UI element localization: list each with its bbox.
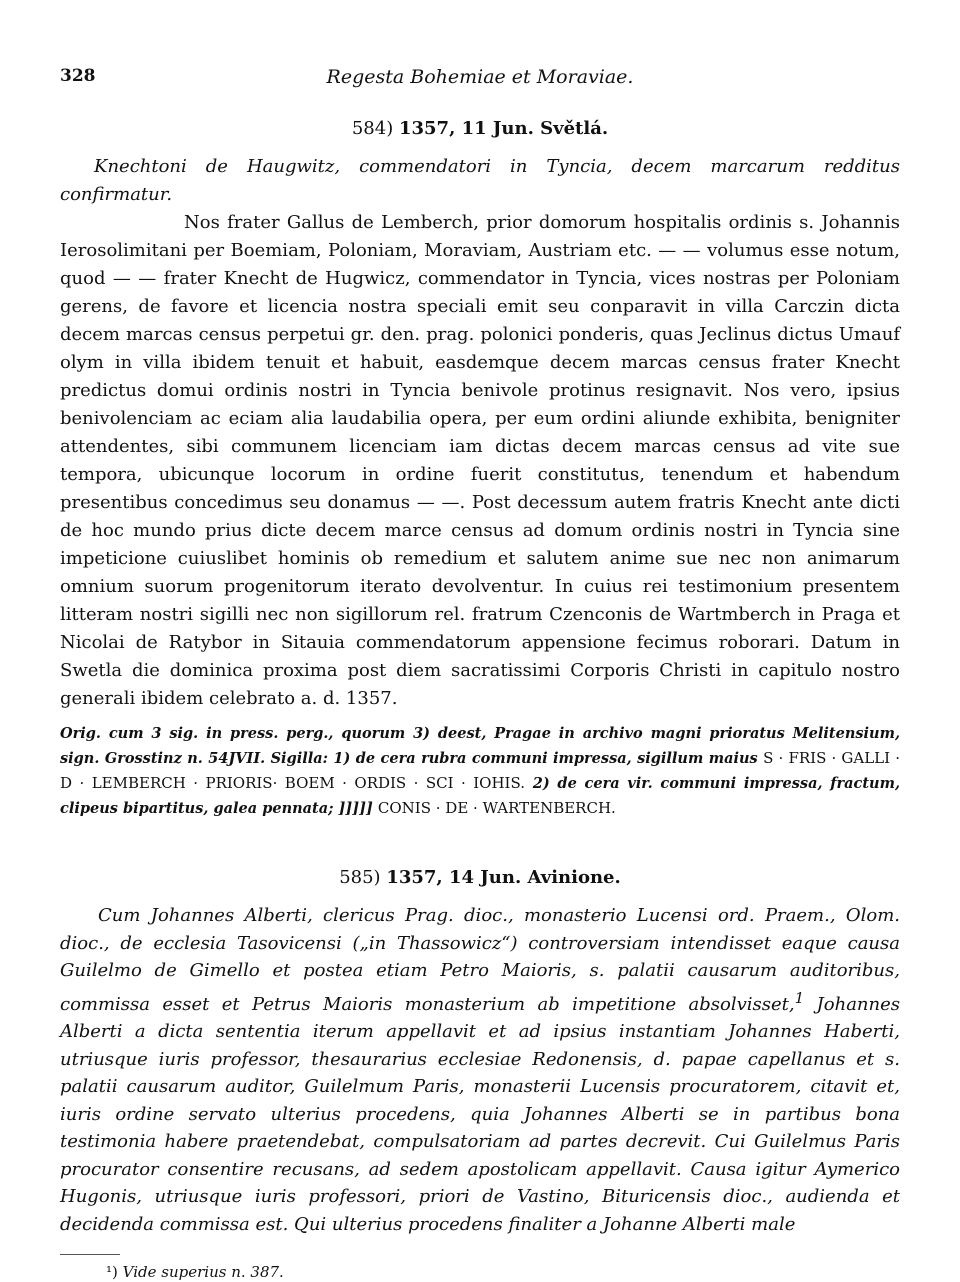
note-part-2: 2) de cera vir. communi impressa, fractum, clipeus bipartitus, galea pennata; ]]]]] [60, 775, 900, 817]
seal-legend-2: CONIS · DE · WARTENBERCH. [377, 799, 616, 817]
summary-part-2: Johannes Alberti a dicta sententia iterum appellavit et ad ipsius instantiam Johannes Haberti, utriusque iuris professor, thesaurarius ecclesiae Redonensis, d. papae capellanus et s. palatii causarum auditor, Guilelmum Paris, monasterii Lucensis procuratorem, citavit et, iuris ordine servato ulterius procedens, quia Johannes Alberti se in partibus bona testimonia habere praetendebat, compulsatoriam ad partes decrevit. Cui Guilelmus Paris procurator consentire recusans, ad sedem apostolicam appellavit. Causa igitur Aymerico Hugonis, utriusque iuris professori, priori de Vastino, Bituricensis dioc., audienda et decidenda commissa est. Qui ulterius procedens finaliter a Johanne Alberti male [60, 993, 900, 1235]
summary-part-1: Cum Johannes Alberti, clericus Prag. dioc., monasterio Lucensi ord. Praem., Olom. dioc., de ecclesia Tasovicensi („in Thassowicz“) controversiam intendisset eaque causa Guilelmo de Gimello et postea etiam Petro Maioris, s. palatii causarum auditoribus, commissa esset et Petrus Maioris monasterium ab impetitione absolvisset, [60, 905, 900, 1015]
entry-number: 584) [351, 118, 394, 139]
page-header [60, 66, 900, 96]
footnote-divider [60, 1254, 120, 1255]
entry-585-summary [60, 902, 900, 1238]
entry-584-heading [60, 118, 900, 139]
footnote [106, 1263, 900, 1281]
footnote-marker: ¹) [106, 1263, 118, 1281]
footnote-text: Vide superius n. 387. [122, 1263, 284, 1281]
entry-584-summary: Knechtoni de Haugwitz, commendatori in Tyncia, decem marcarum redditus confirmatur. [60, 156, 900, 205]
seal-legend-1: S · FRIS · GALLI · D · LEMBERCH · PRIORIS· BOEM · ORDIS · SCI · IOHIS. [60, 749, 900, 792]
entry-585-heading [60, 867, 900, 888]
entry-584-text: Nos frater Gallus de Lemberch, prior domorum hospitalis ordinis s. Johannis Ierosolimitani per Boemiam, Poloniam, Moraviam, Austriam etc. — — volumus esse notum, quod — — frater Knecht de Hugwicz, commendator in Tyncia, vices nostras per Poloniam gerens, de favore et licencia nostra speciali emit seu conparavit in villa Carczin dicta decem marcas census perpetui gr. den. prag. polonici ponderis, quas Jeclinus dictus Umauf olym in villa ibidem tenuit et habuit, easdemque decem marcas census frater Knecht predictus domui ordinis nostri in Tyncia benivole protinus resignavit. Nos vero, ipsius benivolenciam ac eciam alia laudabilia opera, per eum ordini aliunde exhibita, benigniter attendentes, sibi communem licenciam iam dictas decem marcas census ad vite sue tempora, ubicunque locorum in ordine fuerit constitutus, tenendum et habendum presentibus concedimus seu donamus — —. Post decessum autem fratris Knecht ante dicti de hoc mundo prius dicte decem marce census ad domum ordinis nostri in Tyncia sine impeticione cuiuslibet hominis ob remedium et salutem anime sue nec non animarum omnium suorum progenitorum iterato devolventur. In cuius rei testimonium presentem litteram nostri sigilli nec non sigillorum rel. fratrum Czenconis de Wartmberch in Praga et Nicolai de Ratybor in Sitauia commendatorum appensione fecimus roborari. Datum in Swetla die dominica proxima post diem sacratissimi Corporis Christi in capitulo nostro generali ibidem celebrato a. d. 1357. [60, 212, 900, 709]
note-part-1: Orig. cum 3 sig. in press. perg., quorum 3) deest, Pragae in archivo magni prioratus Melitensium, sign. Grosstinz n. 54JVII. Sigilla: 1) de cera rubra communi impressa, sigillum maius [60, 725, 900, 767]
page-number: 328 [60, 66, 96, 86]
running-title: Regesta Bohemiae et Moraviae. [326, 66, 634, 88]
entry-584-note [60, 721, 900, 821]
footnote-ref: 1 [794, 988, 805, 1007]
entry-date: 1357, 11 Jun. Světlá. [398, 118, 609, 139]
entry-number: 585) [339, 867, 381, 888]
entry-date: 1357, 14 Jun. Avinione. [386, 867, 621, 888]
